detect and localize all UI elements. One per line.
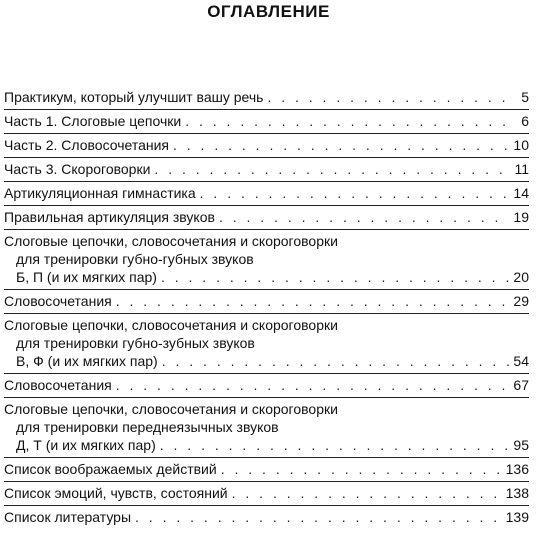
toc-page-number: 138 [505, 485, 529, 501]
toc-entry-line [4, 250, 529, 268]
toc-entry-title: Список эмоций, чувств, состояний [4, 485, 228, 501]
toc-entry-line [4, 508, 529, 526]
toc-entry[interactable] [4, 158, 529, 182]
toc-entry-line [4, 136, 529, 154]
toc-entry-line [4, 88, 529, 106]
toc-page-number: 6 [521, 113, 529, 129]
toc-entry[interactable] [4, 374, 529, 398]
toc-entry-title: Часть 1. Слоговые цепочки [4, 113, 182, 129]
toc-entry-line [4, 436, 529, 454]
dot-leader [267, 88, 515, 106]
toc-entry-title: Слоговые цепочки, словосочетания и скороговорки [4, 317, 338, 333]
toc-entry-title: Список литературы [4, 509, 132, 525]
toc-page-number: 10 [513, 137, 529, 153]
toc-page-number: 5 [521, 89, 529, 105]
toc-entry[interactable] [4, 506, 529, 529]
dot-leader [116, 376, 510, 394]
toc-page-number: 29 [513, 293, 529, 309]
toc-entry-title: для тренировки губно-зубных звуков [16, 335, 255, 351]
toc-entry-title: Д, Т (и их мягких пар) [16, 437, 156, 453]
toc-entry-line [4, 460, 529, 478]
dot-leader [173, 136, 509, 154]
toc-entry[interactable] [4, 134, 529, 158]
toc-entry-line [4, 232, 529, 250]
toc-page-number: 20 [513, 269, 529, 285]
toc-entry-line [4, 316, 529, 334]
toc-entry-line [4, 484, 529, 502]
toc-entry[interactable] [4, 230, 529, 290]
dot-leader [116, 292, 510, 310]
toc-entry[interactable] [4, 206, 529, 230]
dot-leader [135, 508, 502, 526]
toc-page-number: 136 [505, 461, 529, 477]
toc-page-number: 54 [513, 353, 529, 369]
toc-entry-title: Слоговые цепочки, словосочетания и скороговорки [4, 401, 338, 417]
toc-entry-line [4, 208, 529, 226]
toc-entry-title: Часть 3. Скороговорки [4, 161, 151, 177]
dot-leader [161, 268, 509, 286]
toc-entry-line [4, 418, 529, 436]
toc-entry-title: Словосочетания [4, 293, 112, 309]
dot-leader [221, 460, 502, 478]
toc-entry[interactable] [4, 110, 529, 134]
dot-leader [154, 160, 510, 178]
toc-entry-line [4, 112, 529, 130]
toc-entry-title: Словосочетания [4, 377, 112, 393]
toc-entry-title: Часть 2. Словосочетания [4, 137, 169, 153]
toc-entry-title: для тренировки переднеязычных звуков [16, 419, 279, 435]
toc-entry[interactable] [4, 314, 529, 374]
dot-leader [219, 208, 509, 226]
toc-page-number: 139 [505, 509, 529, 525]
dot-leader [160, 436, 510, 454]
toc-page-number: 19 [513, 209, 529, 225]
toc-entry-title: В, Ф (и их мягких пар) [16, 353, 158, 369]
toc-entry[interactable] [4, 290, 529, 314]
dot-leader [200, 184, 510, 202]
toc-entry-line [4, 160, 529, 178]
dot-leader [232, 484, 502, 502]
page-title: ОГЛАВЛЕНИЕ [207, 2, 330, 21]
dot-leader [162, 352, 510, 370]
toc-entry-line [4, 400, 529, 418]
toc-entry-line [4, 184, 529, 202]
toc-entry-title: Артикуляционная гимнастика [4, 185, 196, 201]
dot-leader [185, 112, 515, 130]
toc-entry[interactable] [4, 182, 529, 206]
toc-entry-title: Б, П (и их мягких пар) [16, 269, 157, 285]
toc-entry-title: Практикум, который улучшит вашу речь [4, 89, 264, 105]
toc-entry-line [4, 292, 529, 310]
toc-entry[interactable] [4, 458, 529, 482]
toc-entry-title: Правильная артикуляция звуков [4, 209, 215, 225]
toc-entry-title: для тренировки губно-губных звуков [16, 251, 254, 267]
toc-page-number: 11 [514, 161, 529, 177]
toc-entry[interactable] [4, 86, 529, 110]
toc-entry-line [4, 334, 529, 352]
toc-entry-line [4, 376, 529, 394]
toc-page-number: 95 [513, 437, 529, 453]
table-of-contents [4, 86, 529, 529]
toc-entry[interactable] [4, 398, 529, 458]
toc-entry[interactable] [4, 482, 529, 506]
toc-page-number: 14 [513, 185, 529, 201]
toc-entry-line [4, 268, 529, 286]
toc-entry-title: Список воображаемых действий [4, 461, 217, 477]
toc-entry-line [4, 352, 529, 370]
toc-entry-title: Слоговые цепочки, словосочетания и скороговорки [4, 233, 338, 249]
toc-page-number: 67 [513, 377, 529, 393]
